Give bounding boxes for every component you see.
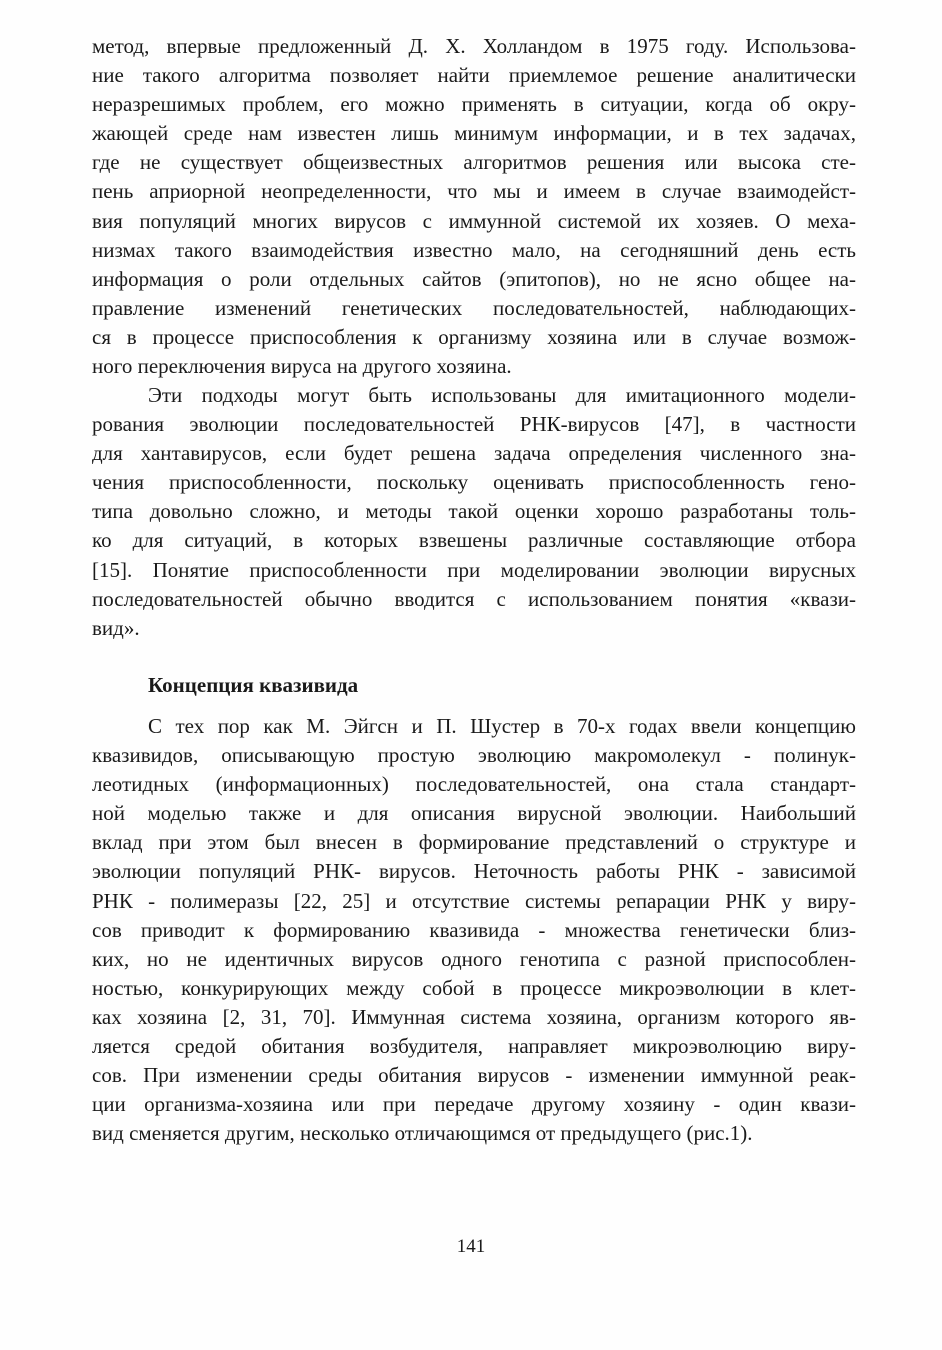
text-line: РНК - полимеразы [22, 25] и отсутствие системы репарации РНК у виру-	[92, 888, 856, 913]
paragraph-3	[92, 712, 856, 1148]
text-line: эволюции популяций РНК- вирусов. Неточность работы РНК - зависимой	[92, 859, 856, 884]
text-line: ках хозяина [2, 31, 70]. Иммунная система хозяина, организм которого яв-	[92, 1004, 856, 1029]
text-line: правление изменений генетических последовательностей, наблюдающих-	[92, 295, 856, 320]
text-line: [15]. Понятие приспособленности при моделировании эволюции вирусных	[92, 557, 856, 582]
text-line: метод, впервые предложенный Д. Х. Холландом в 1975 году. Использова-	[92, 34, 856, 58]
text-line: сов. При изменении среды обитания вирусов - изменении иммунной реак-	[92, 1063, 856, 1088]
text-line: последовательностей обычно вводится с использованием понятия «квази-	[92, 586, 856, 611]
paragraph-2	[92, 381, 856, 643]
text-line: ции организма-хозяина или при передаче другому хозяину - один квази-	[92, 1092, 856, 1117]
text-line: где не существует общеизвестных алгоритмов решения или высока сте-	[92, 150, 856, 175]
text-line: С тех пор как М. Эйгсн и П. Шустер в 70-х годах ввели концепцию	[148, 714, 856, 738]
text-line: типа довольно сложно, и методы такой оценки хорошо разработаны толь-	[92, 499, 856, 524]
text-line: ся в процессе приспособления к организму хозяина или в случае возмож-	[92, 324, 856, 349]
text-line: низмах такого взаимодействия известно мало, на сегодняшний день есть	[92, 237, 856, 262]
section-heading: Концепция квазивида	[148, 673, 359, 697]
text-line: квазивидов, описывающую простую эволюцию макромолекул - полинук-	[92, 743, 856, 768]
paragraph-1	[92, 32, 856, 381]
text-line: информация о роли отдельных сайтов (эпитопов), но не ясно общее на-	[92, 266, 856, 291]
text-line: ной моделью также и для описания вирусной эволюции. Наибольший	[92, 801, 856, 826]
text-line: ко для ситуаций, в которых взвешены различные составляющие отбора	[92, 528, 856, 553]
text-line: рования эволюции последовательностей РНК-вирусов [47], в частности	[92, 412, 856, 437]
text-line: вклад при этом был внесен в формирование представлений о структуре и	[92, 830, 856, 855]
text-line: вид».	[92, 615, 140, 640]
text-line: ностью, конкурирующих между собой в процессе микроэволюции в клет-	[92, 975, 856, 1000]
text-line: ние такого алгоритма позволяет найти приемлемое решение аналитически	[92, 63, 856, 88]
text-line: жающей среде нам известен лишь минимум информации, и в тех задачах,	[92, 121, 856, 146]
text-line: ляется средой обитания возбудителя, направляет микроэволюцию виру-	[92, 1034, 856, 1059]
text-line: леотидных (информационных) последовательностей, она стала стандарт-	[92, 772, 856, 797]
text-line: чения приспособленности, поскольку оценивать приспособленность гено-	[92, 470, 856, 495]
text-line: вия популяций многих вирусов с иммунной системой их хозяев. О меха-	[92, 208, 856, 233]
text-line: ких, но не идентичных вирусов одного генотипа с разной приспособлен-	[92, 946, 856, 971]
text-line: сов приводит к формированию квазивида - множества генетически близ-	[92, 917, 856, 942]
page-number: 141	[456, 1236, 486, 1257]
text-line: пень априорной неопределенности, что мы и имеем в случае взаимодейст-	[92, 179, 856, 204]
text-line: вид сменяется другим, несколько отличающимся от предыдущего (рис.1).	[92, 1121, 753, 1146]
text-line: для хантавирусов, если будет решена задача определения численного зна-	[92, 441, 856, 466]
text-line: ного переключения вируса на другого хозяина.	[92, 354, 512, 379]
text-line: неразрешимых проблем, его можно применять в ситуации, когда об окру-	[92, 92, 856, 117]
text-line: Эти подходы могут быть использованы для имитационного модели-	[148, 383, 856, 407]
